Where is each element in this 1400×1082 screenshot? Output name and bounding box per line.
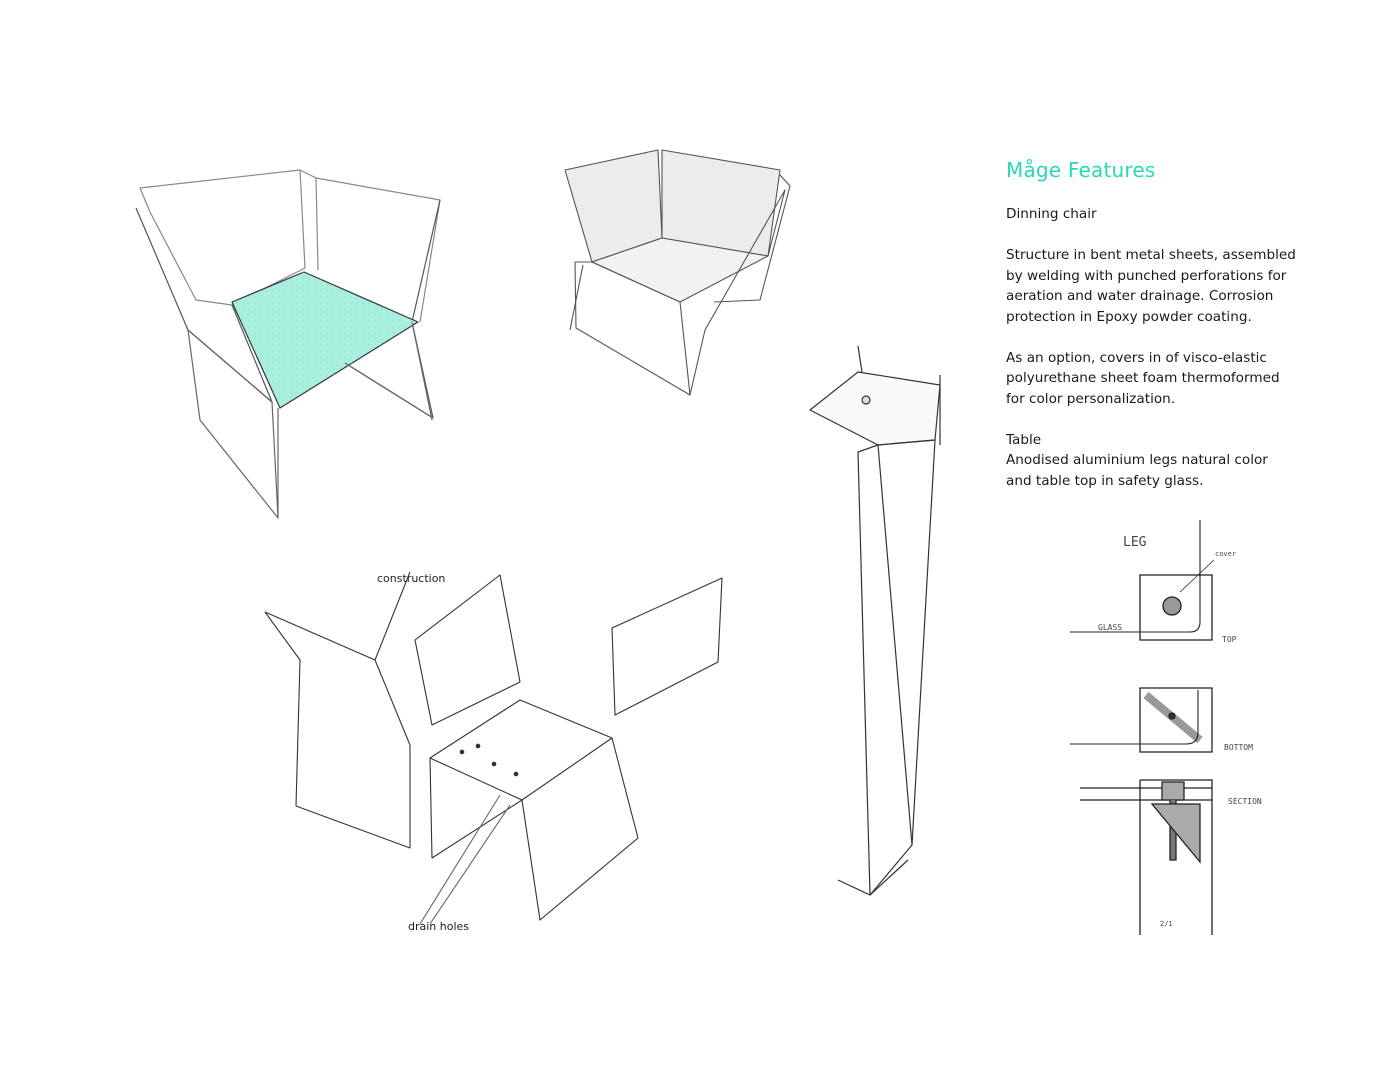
scale-label: 2/1 bbox=[1160, 920, 1173, 928]
drain-holes-caption: drain holes bbox=[408, 920, 470, 933]
table-leg-sketch bbox=[810, 346, 940, 895]
features-title: Måge Features bbox=[1006, 158, 1156, 182]
chair-option-text: As an option, covers in of visco-elastic polyurethane sheet foam thermoformed for color personalization. bbox=[1006, 349, 1280, 407]
chair-heading: Dinning chair bbox=[1006, 206, 1097, 222]
table-text: Anodised aluminium legs natural color and table top in safety glass. bbox=[1006, 452, 1268, 489]
glass-label: GLASS bbox=[1098, 623, 1123, 632]
leg-detail-labels bbox=[1098, 535, 1262, 928]
top-label: TOP bbox=[1222, 635, 1237, 644]
leg-title: LEG bbox=[1123, 535, 1147, 550]
section-label: SECTION bbox=[1228, 797, 1262, 806]
features-panel bbox=[1006, 158, 1336, 491]
chair-structure-text: Structure in bent metal sheets, assembled by welding with punched perforations for aeration and water drainage. Corrosion protection in Epoxy powder coating. bbox=[1006, 247, 1296, 325]
cover-label: cover bbox=[1215, 550, 1237, 558]
chair-sketch-covered bbox=[565, 150, 790, 395]
construction-caption: construction bbox=[377, 572, 446, 585]
leg-detail-drawing bbox=[1070, 520, 1214, 935]
construction-sketch bbox=[265, 572, 722, 924]
chair-sketch-colored bbox=[136, 170, 440, 518]
table-heading: Table bbox=[1006, 431, 1042, 448]
bottom-label: BOTTOM bbox=[1224, 743, 1253, 752]
